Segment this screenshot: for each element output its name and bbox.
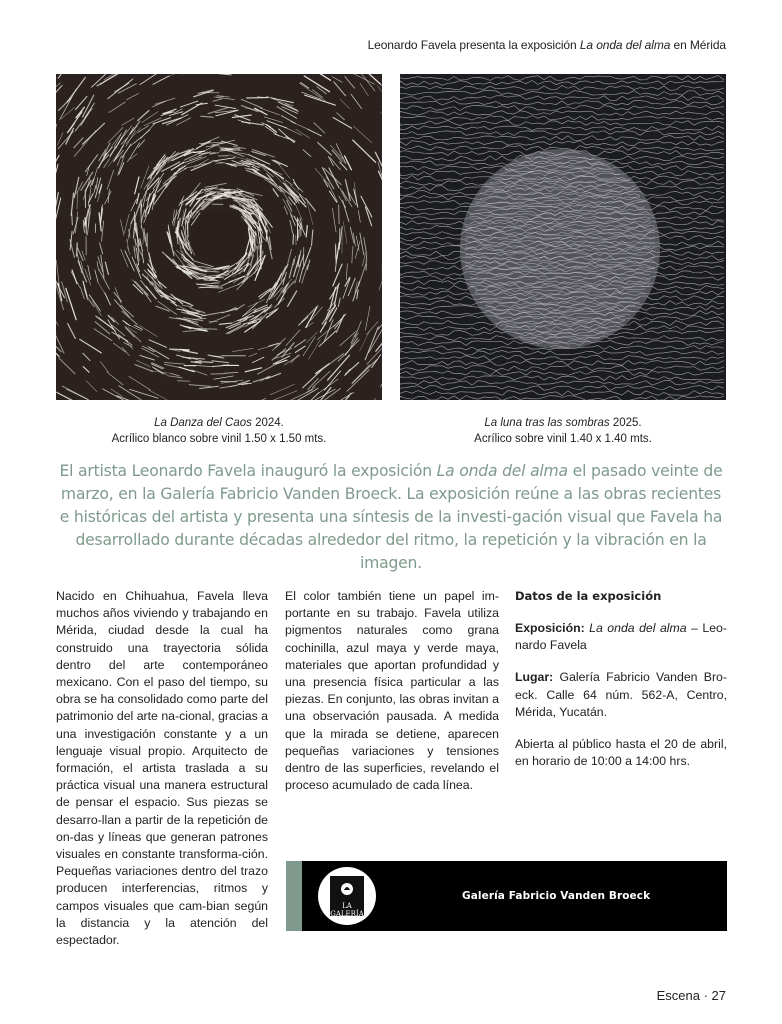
gallery-banner: [286, 861, 727, 931]
artwork-technique: Acrílico sobre vinil 1.40 x 1.40 mts.: [474, 433, 652, 445]
lead-paragraph: El artista Leonardo Favela inauguró la exposición La onda del alma el pasado veinte de marzo, en la Galería Fabricio Vanden Broeck. La exposición reúne a las obras recientes e históricas del artista y presenta una síntesis de la investi-gación visual que Favela ha desarrollado durante décadas alrededor del ritmo, la repetición y la vibración en la imagen.: [59, 462, 723, 572]
artwork-danza-del-caos: [56, 74, 382, 400]
exhibit-info: Exposición: La onda del alma – Leo-nardo Favela: [515, 621, 727, 653]
body-column-2: El color también tiene un papel im-portante en su trabajo. Favela utiliza pigmentos naturales como grana cochinilla, azul maya y verde maya, materiales que aportan profundidad y una presencia física particular a las piezas. En conjunto, las obras invitan a una observación pausada. A medida que la mirada se detiene, aparecen pequeñas variaciones y tensiones dentro de las superficies, revelando el proceso acumulado de cada línea.: [285, 589, 499, 793]
exhibition-info-sidebar: [515, 588, 727, 785]
venue-info: Lugar: Galería Fabricio Vanden Bro-eck. Calle 64 núm. 562-A, Centro, Mérida, Yucatán.: [515, 670, 727, 719]
artwork-caption-2: [398, 415, 728, 447]
artwork-title: La Danza del Caos: [154, 417, 252, 429]
artwork-year: 2024.: [251, 417, 284, 429]
artwork-year: 2025.: [609, 417, 642, 429]
logo-top: LA: [342, 902, 352, 910]
running-title: Leonardo Favela presenta la exposición La onda del alma en Mérida: [367, 38, 726, 52]
gallery-name: Galería Fabricio Vanden Broeck: [462, 890, 651, 902]
logo-word: GALERÍA: [330, 910, 364, 918]
banner-stripe: [286, 861, 302, 931]
page-folio: Escena · 27: [656, 988, 726, 1003]
hours-info: Abierta al público hasta el 20 de abril, en horario de 10:00 a 14:00 hrs.: [515, 737, 727, 769]
running-title-italic: La onda del alma: [579, 38, 671, 52]
artwork-title: La luna tras las sombras: [484, 417, 610, 429]
gallery-logo: [318, 867, 376, 925]
artwork-technique: Acrílico blanco sobre vinil 1.50 x 1.50 mts.: [111, 433, 327, 445]
artwork-luna-tras-las-sombras: [400, 74, 726, 400]
gallery-logo-icon: [340, 882, 354, 896]
artwork-caption-1: [54, 415, 384, 447]
sidebar-heading: Datos de la exposición: [515, 589, 662, 603]
body-column-1: Nacido en Chihuahua, Favela lleva muchos años viviendo y trabajando en Mérida, ciudad desde la cual ha construido una trayectoria sólida dentro del arte contemporáneo mexicano. Con el paso del tiempo, su obra se ha consolidado como parte del patrimonio del arte na-cional, gracias a una investigación constante y a un lenguaje visual propio. Arquitecto de formación, el artista traslada a su práctica visual una manera estructural de pensar el espacio. Sus piezas se desarro-llan a partir de la repetición de on-das y líneas que generan patrones visuales en constante transforma-ción. Pequeñas variaciones dentro del trazo producen interferencias, ritmos y campos visuales que cam-bian según la distancia y la atención del espectador.: [56, 589, 268, 948]
